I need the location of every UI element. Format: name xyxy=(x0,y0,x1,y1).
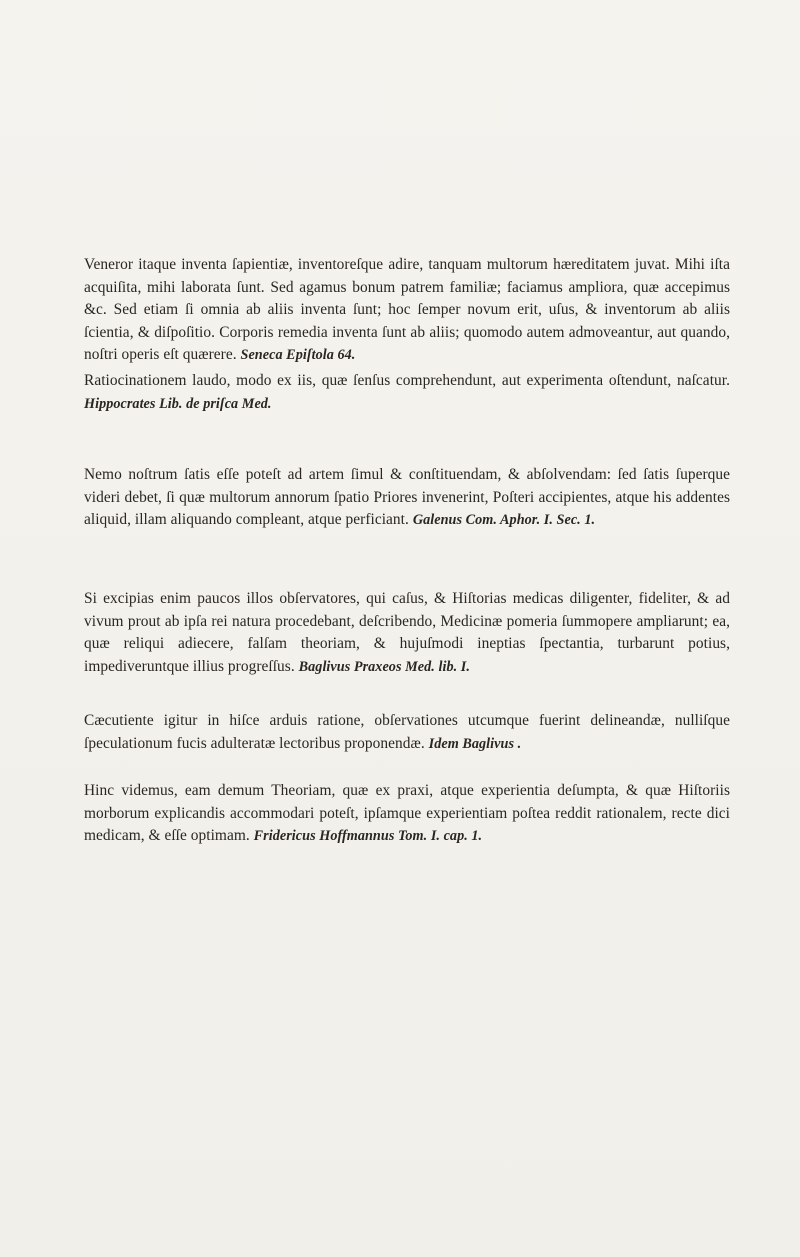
quote-hippocrates xyxy=(84,370,730,415)
quote-text: Nemo noſtrum ſatis eſſe poteſt ad artem ſimul & conſtituendam, & abſolvendam: ſed ſatis ſuperque videri debet, ſi quæ multorum annorum ſpatio Priores invenerint, Poſteri accipientes, atque his addentes aliquid, illam aliquando compleant, atque perficiant. xyxy=(84,466,730,529)
quote-text: Cæcutiente igitur in hiſce arduis ratione, obſervationes utcumque fuerint delineandæ, nulliſque ſpeculationum fucis adulteratæ lectoribus proponendæ. xyxy=(84,712,730,752)
quote-text: Si excipias enim paucos illos obſervatores, qui caſus, & Hiſtorias medicas diligenter, fideliter, & ad vivum prout ab ipſa rei natura procedebant, deſcribendo, Medicinæ pomeria ſummopere ampliarunt; ea, quæ reliqui adiecere, falſam theoriam, & hujuſmodi ineptias ſpectantia, turbarunt potius, impediveruntque illius progreſſus. xyxy=(84,590,730,675)
quote-citation: Idem Baglivus . xyxy=(428,735,522,752)
quote-seneca xyxy=(84,254,730,367)
quote-text: Hinc videmus, eam demum Theoriam, quæ ex praxi, atque experientia deſumpta, & quæ Hiſtoriis morborum explicandis accommodari poteſt, ipſamque experientiam poſtea reddit rationalem, recte dici medicam, & eſſe optimam. xyxy=(84,782,730,845)
quote-citation: Seneca Epiſtola 64. xyxy=(240,347,356,364)
quote-hoffmannus xyxy=(84,780,730,848)
quote-baglivus xyxy=(84,588,730,678)
quote-citation: Baglivus Praxeos Med. lib. I. xyxy=(298,658,470,675)
quote-text: Ratiocinationem laudo, modo ex iis, quæ ſenſus comprehendunt, aut experimenta oſtendunt, naſcatur. xyxy=(84,372,730,389)
quote-idem-baglivus xyxy=(84,710,730,755)
quote-galenus xyxy=(84,464,730,532)
quote-citation: Fridericus Hoffmannus Tom. I. cap. 1. xyxy=(253,828,483,845)
quote-citation: Hippocrates Lib. de priſca Med. xyxy=(84,395,272,412)
quote-citation: Galenus Com. Aphor. I. Sec. 1. xyxy=(412,512,596,529)
quote-text: Veneror itaque inventa ſapientiæ, inventoreſque adire, tanquam multorum hæreditatem juvat. Mihi iſta acquiſita, mihi laborata ſunt. Sed agamus bonum patrem familiæ; faciamus ampliora, quæ accepimus &c. Sed etiam ſi omnia ab aliis inventa ſunt; hoc ſemper novum erit, uſus, & inventorum ab aliis ſcientia, & diſpoſitio. Corporis remedia inventa ſunt ab aliis; quomodo autem admoveantur, aut quando, noſtri operis eſt quærere. xyxy=(84,256,730,364)
